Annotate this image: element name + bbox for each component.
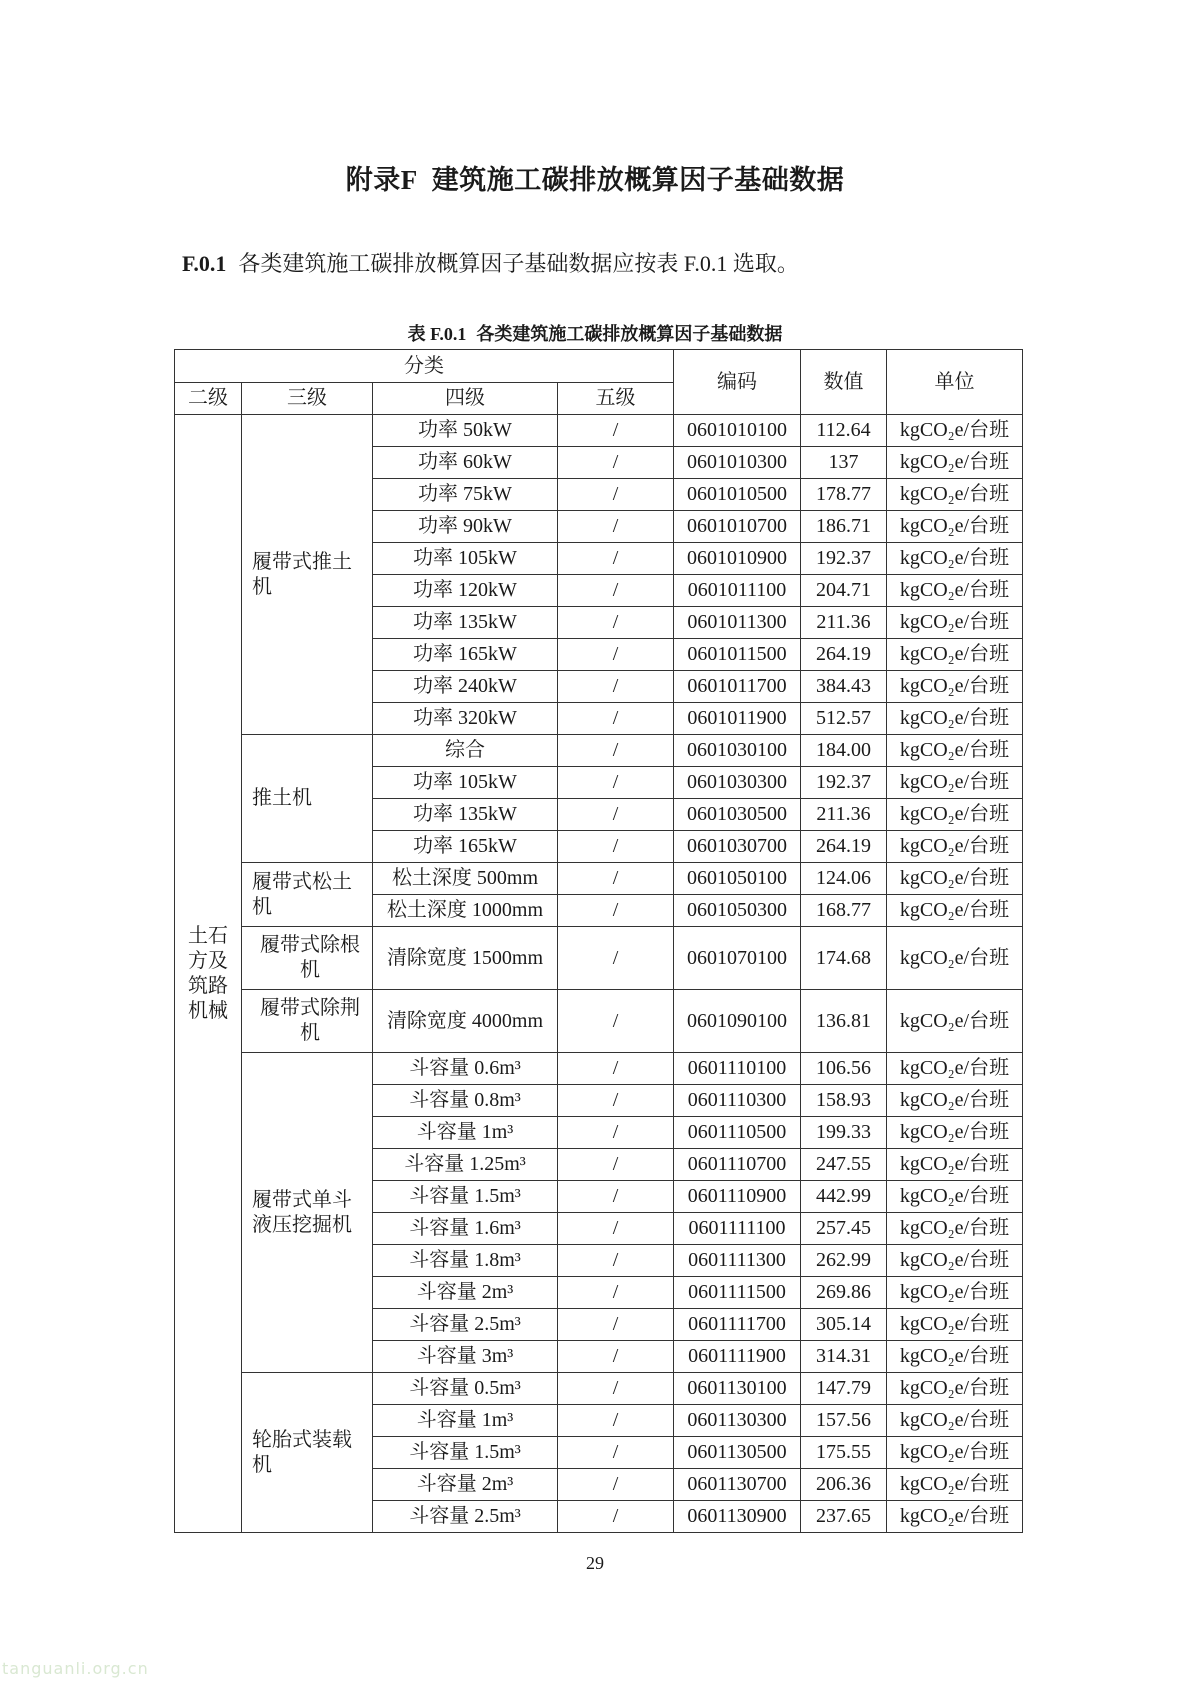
cell-level5: /	[558, 895, 674, 927]
cell-value: 264.19	[801, 831, 887, 863]
table-row	[175, 927, 1023, 990]
cell-unit: kgCO₂e/台班	[887, 479, 1023, 511]
cell-unit: kgCO₂e/台班	[887, 1309, 1023, 1341]
cell-code: 0601110500	[674, 1117, 801, 1149]
cell-level5: /	[558, 1437, 674, 1469]
cell-level5: /	[558, 543, 674, 575]
cell-unit: kgCO₂e/台班	[887, 1117, 1023, 1149]
cell-level5: /	[558, 575, 674, 607]
cell-level5: /	[558, 1213, 674, 1245]
cell-value: 264.19	[801, 639, 887, 671]
cell-code: 0601130900	[674, 1501, 801, 1533]
cell-unit: kgCO₂e/台班	[887, 415, 1023, 447]
cell-level4: 斗容量 1m³	[373, 1405, 558, 1437]
table-row	[175, 1373, 1023, 1405]
clause-paragraph	[182, 247, 799, 278]
cell-unit: kgCO₂e/台班	[887, 575, 1023, 607]
cell-level5: /	[558, 1277, 674, 1309]
cell-level5: /	[558, 1469, 674, 1501]
cell-level4: 清除宽度 4000mm	[373, 990, 558, 1053]
cell-level4: 斗容量 1.25m³	[373, 1149, 558, 1181]
cell-unit: kgCO₂e/台班	[887, 767, 1023, 799]
header-category: 分类	[175, 350, 674, 383]
cell-code: 0601050300	[674, 895, 801, 927]
cell-level4: 斗容量 2.5m³	[373, 1501, 558, 1533]
cell-value: 178.77	[801, 479, 887, 511]
table-body	[175, 415, 1023, 1533]
cell-level4: 功率 135kW	[373, 799, 558, 831]
header-level4: 四级	[373, 383, 558, 415]
table-row	[175, 863, 1023, 895]
clause-text: 各类建筑施工碳排放概算因子基础数据应按表 F.0.1 选取。	[238, 251, 799, 276]
cell-level4: 功率 165kW	[373, 639, 558, 671]
cell-unit: kgCO₂e/台班	[887, 639, 1023, 671]
table-caption-number: 表 F.0.1	[407, 324, 467, 344]
cell-code: 0601050100	[674, 863, 801, 895]
cell-value: 206.36	[801, 1469, 887, 1501]
cell-level4: 清除宽度 1500mm	[373, 927, 558, 990]
cell-value: 257.45	[801, 1213, 887, 1245]
watermark: tanguanli.org.cn	[2, 1659, 149, 1678]
cell-level5: /	[558, 511, 674, 543]
cell-code: 0601030500	[674, 799, 801, 831]
cell-code: 0601011300	[674, 607, 801, 639]
cell-level5: /	[558, 1117, 674, 1149]
cell-level4: 斗容量 2m³	[373, 1469, 558, 1501]
cell-value: 204.71	[801, 575, 887, 607]
cell-unit: kgCO₂e/台班	[887, 671, 1023, 703]
cell-code: 0601130500	[674, 1437, 801, 1469]
page-title	[0, 158, 1190, 197]
cell-level4: 斗容量 3m³	[373, 1341, 558, 1373]
cell-unit: kgCO₂e/台班	[887, 607, 1023, 639]
cell-value: 184.00	[801, 735, 887, 767]
cell-code: 0601030700	[674, 831, 801, 863]
cell-value: 147.79	[801, 1373, 887, 1405]
table-row	[175, 735, 1023, 767]
cell-level4: 斗容量 1.8m³	[373, 1245, 558, 1277]
cell-level4: 功率 50kW	[373, 415, 558, 447]
cell-value: 305.14	[801, 1309, 887, 1341]
cell-unit: kgCO₂e/台班	[887, 543, 1023, 575]
cell-code: 0601111500	[674, 1277, 801, 1309]
cell-code: 0601010700	[674, 511, 801, 543]
cell-value: 211.36	[801, 607, 887, 639]
cell-level4: 斗容量 1m³	[373, 1117, 558, 1149]
clause-number: F.0.1	[182, 251, 227, 276]
table-row	[175, 1053, 1023, 1085]
cell-level5: /	[558, 1405, 674, 1437]
cell-value: 211.36	[801, 799, 887, 831]
cell-level5: /	[558, 671, 674, 703]
header-code: 编码	[674, 350, 801, 415]
cell-level5: /	[558, 703, 674, 735]
cell-level5: /	[558, 735, 674, 767]
cell-unit: kgCO₂e/台班	[887, 1469, 1023, 1501]
cell-level5: /	[558, 607, 674, 639]
cell-unit: kgCO₂e/台班	[887, 1277, 1023, 1309]
cell-level5: /	[558, 639, 674, 671]
appendix-id: 附录F	[345, 165, 418, 195]
header-level3: 三级	[242, 383, 373, 415]
cell-code: 0601010300	[674, 447, 801, 479]
cell-level5: /	[558, 479, 674, 511]
cell-unit: kgCO₂e/台班	[887, 1437, 1023, 1469]
cell-unit: kgCO₂e/台班	[887, 1085, 1023, 1117]
header-level2: 二级	[175, 383, 242, 415]
cell-level5: /	[558, 415, 674, 447]
cell-code: 0601130300	[674, 1405, 801, 1437]
cell-code: 0601111700	[674, 1309, 801, 1341]
cell-value: 199.33	[801, 1117, 887, 1149]
cell-unit: kgCO₂e/台班	[887, 1181, 1023, 1213]
cell-level4: 斗容量 2.5m³	[373, 1309, 558, 1341]
cell-code: 0601110900	[674, 1181, 801, 1213]
cell-value: 512.57	[801, 703, 887, 735]
cell-unit: kgCO₂e/台班	[887, 703, 1023, 735]
page-number: 29	[586, 1553, 604, 1573]
cell-level4: 功率 240kW	[373, 671, 558, 703]
cell-unit: kgCO₂e/台班	[887, 895, 1023, 927]
cell-unit: kgCO₂e/台班	[887, 927, 1023, 990]
cell-level4: 功率 60kW	[373, 447, 558, 479]
table-caption-text: 各类建筑施工碳排放概算因子基础数据	[476, 324, 783, 345]
cell-code: 0601011100	[674, 575, 801, 607]
cell-value: 112.64	[801, 415, 887, 447]
cell-value: 442.99	[801, 1181, 887, 1213]
cell-level4: 功率 120kW	[373, 575, 558, 607]
cell-level3: 履带式松土机	[242, 863, 373, 927]
cell-unit: kgCO₂e/台班	[887, 799, 1023, 831]
cell-level4: 斗容量 2m³	[373, 1277, 558, 1309]
cell-unit: kgCO₂e/台班	[887, 1245, 1023, 1277]
cell-unit: kgCO₂e/台班	[887, 511, 1023, 543]
cell-code: 0601111300	[674, 1245, 801, 1277]
cell-level5: /	[558, 1309, 674, 1341]
cell-level4: 功率 135kW	[373, 607, 558, 639]
appendix-title-text: 建筑施工碳排放概算因子基础数据	[431, 165, 845, 196]
cell-code: 0601111900	[674, 1341, 801, 1373]
cell-unit: kgCO₂e/台班	[887, 1373, 1023, 1405]
header-level5: 五级	[558, 383, 674, 415]
header-unit: 单位	[887, 350, 1023, 415]
cell-unit: kgCO₂e/台班	[887, 1501, 1023, 1533]
cell-level5: /	[558, 799, 674, 831]
cell-code: 0601130100	[674, 1373, 801, 1405]
cell-level3: 履带式单斗液压挖掘机	[242, 1053, 373, 1373]
cell-level5: /	[558, 831, 674, 863]
cell-code: 0601010500	[674, 479, 801, 511]
cell-value: 262.99	[801, 1245, 887, 1277]
cell-level5: /	[558, 767, 674, 799]
cell-code: 0601030300	[674, 767, 801, 799]
cell-level3: 轮胎式装载机	[242, 1373, 373, 1533]
cell-unit: kgCO₂e/台班	[887, 1341, 1023, 1373]
cell-level3: 履带式除根机	[242, 927, 373, 990]
cell-code: 0601110700	[674, 1149, 801, 1181]
cell-value: 247.55	[801, 1149, 887, 1181]
cell-code: 0601111100	[674, 1213, 801, 1245]
cell-code: 0601030100	[674, 735, 801, 767]
cell-value: 157.56	[801, 1405, 887, 1437]
cell-value: 174.68	[801, 927, 887, 990]
cell-level4: 综合	[373, 735, 558, 767]
table-caption	[0, 320, 1190, 346]
cell-level4: 功率 165kW	[373, 831, 558, 863]
cell-unit: kgCO₂e/台班	[887, 990, 1023, 1053]
emission-factor-table	[174, 349, 1023, 1533]
cell-level4: 功率 320kW	[373, 703, 558, 735]
cell-level5: /	[558, 1085, 674, 1117]
cell-value: 186.71	[801, 511, 887, 543]
cell-value: 192.37	[801, 767, 887, 799]
cell-level3: 履带式推土机	[242, 415, 373, 735]
cell-value: 269.86	[801, 1277, 887, 1309]
cell-unit: kgCO₂e/台班	[887, 863, 1023, 895]
cell-level5: /	[558, 1053, 674, 1085]
cell-level4: 功率 75kW	[373, 479, 558, 511]
cell-code: 0601010900	[674, 543, 801, 575]
cell-level4: 斗容量 1.6m³	[373, 1213, 558, 1245]
cell-level5: /	[558, 863, 674, 895]
cell-level4: 功率 105kW	[373, 767, 558, 799]
cell-level5: /	[558, 1149, 674, 1181]
cell-value: 158.93	[801, 1085, 887, 1117]
cell-level4: 松土深度 1000mm	[373, 895, 558, 927]
cell-value: 136.81	[801, 990, 887, 1053]
cell-unit: kgCO₂e/台班	[887, 1405, 1023, 1437]
cell-value: 106.56	[801, 1053, 887, 1085]
cell-value: 237.65	[801, 1501, 887, 1533]
cell-code: 0601010100	[674, 415, 801, 447]
cell-value: 175.55	[801, 1437, 887, 1469]
cell-level4: 松土深度 500mm	[373, 863, 558, 895]
cell-level4: 斗容量 0.5m³	[373, 1373, 558, 1405]
cell-value: 168.77	[801, 895, 887, 927]
cell-code: 0601011700	[674, 671, 801, 703]
cell-unit: kgCO₂e/台班	[887, 1213, 1023, 1245]
cell-value: 192.37	[801, 543, 887, 575]
cell-level5: /	[558, 990, 674, 1053]
table-row	[175, 415, 1023, 447]
cell-unit: kgCO₂e/台班	[887, 831, 1023, 863]
cell-code: 0601130700	[674, 1469, 801, 1501]
cell-level4: 斗容量 1.5m³	[373, 1437, 558, 1469]
table-row	[175, 990, 1023, 1053]
cell-level5: /	[558, 927, 674, 990]
cell-code: 0601011900	[674, 703, 801, 735]
cell-code: 0601011500	[674, 639, 801, 671]
cell-unit: kgCO₂e/台班	[887, 735, 1023, 767]
cell-level4: 功率 90kW	[373, 511, 558, 543]
cell-level5: /	[558, 1181, 674, 1213]
cell-level3: 推土机	[242, 735, 373, 863]
cell-level3: 履带式除荆机	[242, 990, 373, 1053]
cell-code: 0601090100	[674, 990, 801, 1053]
cell-level5: /	[558, 1341, 674, 1373]
cell-level4: 功率 105kW	[373, 543, 558, 575]
header-value: 数值	[801, 350, 887, 415]
cell-unit: kgCO₂e/台班	[887, 447, 1023, 479]
cell-level5: /	[558, 1245, 674, 1277]
cell-level4: 斗容量 1.5m³	[373, 1181, 558, 1213]
cell-level5: /	[558, 1373, 674, 1405]
cell-value: 314.31	[801, 1341, 887, 1373]
cell-code: 0601110300	[674, 1085, 801, 1117]
cell-level4: 斗容量 0.6m³	[373, 1053, 558, 1085]
cell-value: 124.06	[801, 863, 887, 895]
cell-unit: kgCO₂e/台班	[887, 1149, 1023, 1181]
table-header	[175, 350, 1023, 415]
cell-unit: kgCO₂e/台班	[887, 1053, 1023, 1085]
cell-value: 137	[801, 447, 887, 479]
cell-level5: /	[558, 1501, 674, 1533]
cell-code: 0601070100	[674, 927, 801, 990]
cell-level4: 斗容量 0.8m³	[373, 1085, 558, 1117]
cell-value: 384.43	[801, 671, 887, 703]
cell-level5: /	[558, 447, 674, 479]
cell-code: 0601110100	[674, 1053, 801, 1085]
cell-level2: 土石方及筑路机械	[175, 415, 242, 1533]
